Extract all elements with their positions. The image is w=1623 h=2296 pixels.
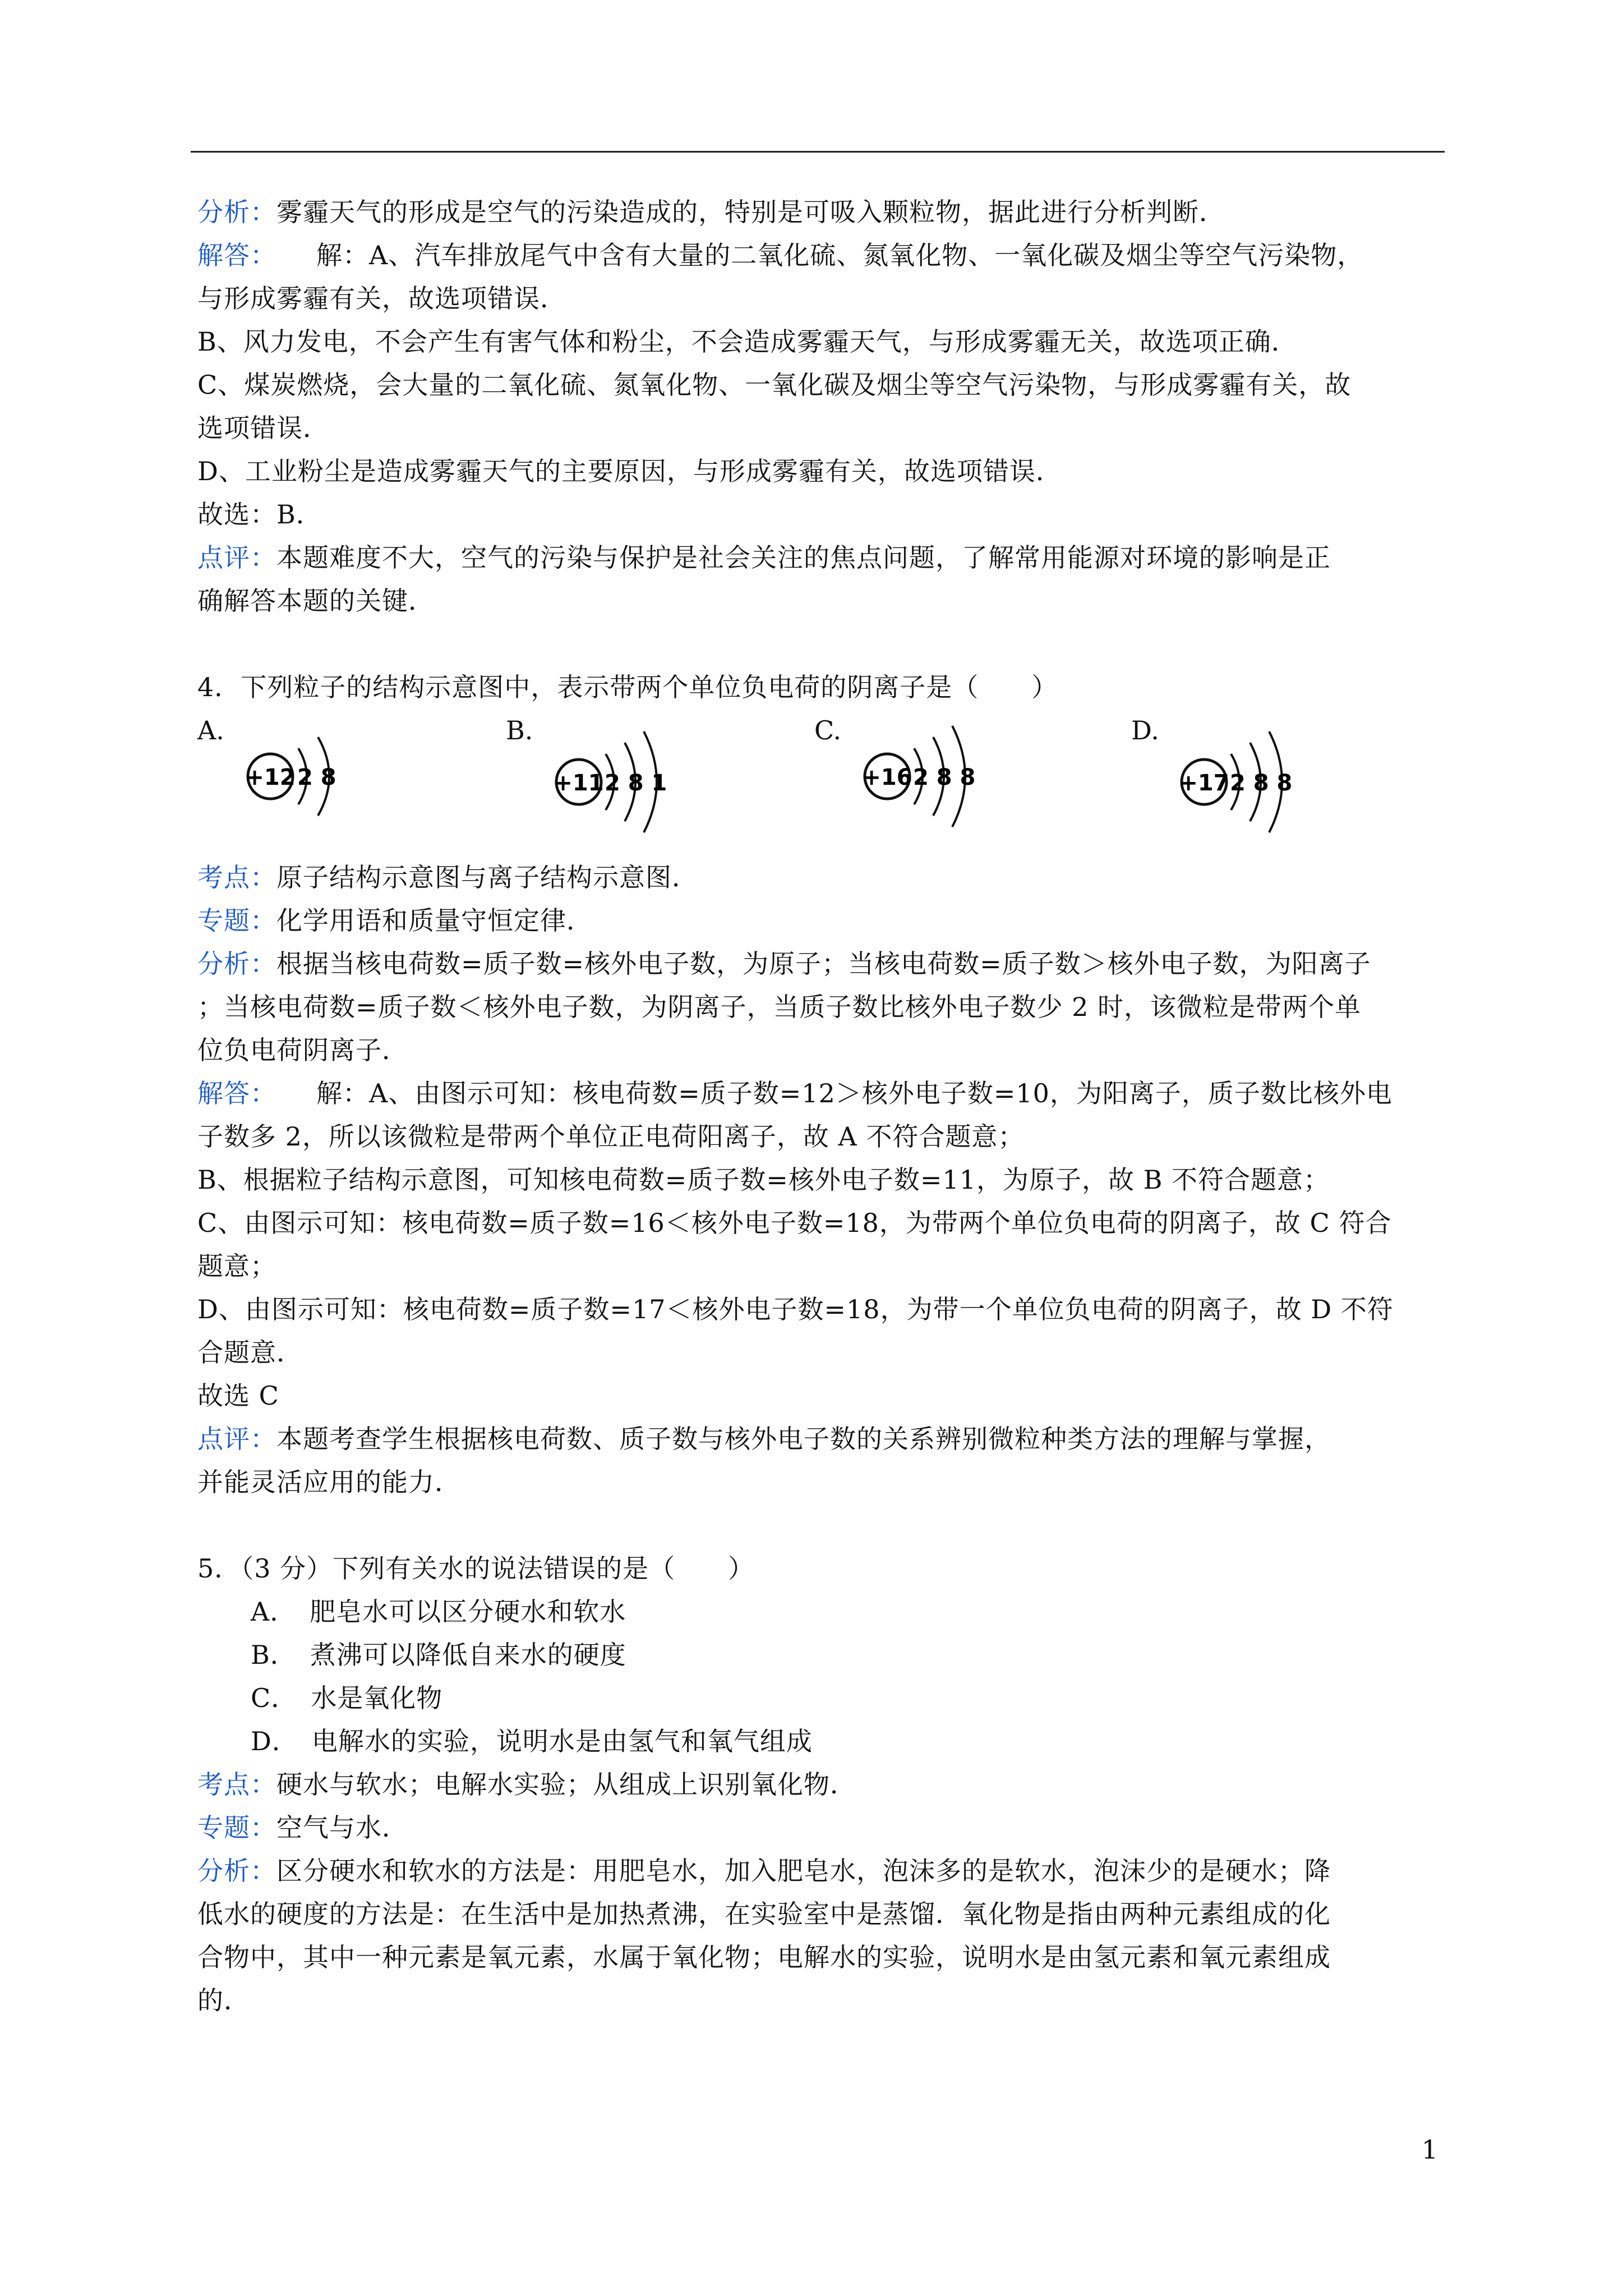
solution-d2: 合题意． — [197, 1337, 303, 1368]
option-letter: B. — [506, 715, 533, 746]
solution-d: D、工业粉尘是造成雾霾天气的主要原因，与形成雾霾有关，故选项错误． — [197, 456, 1062, 486]
electron-shells: 2 8 8 — [1230, 770, 1293, 796]
solution-text: 解：A、由图示可知：核电荷数=质子数=12＞核外电子数=10，为阳离子，质子数比核外电 — [264, 1078, 1393, 1108]
analysis-cont: ；当核电荷数=质子数＜核外电子数，为阴离子，当质子数比核外电子数少 2 时，该微粒是带两个单 — [197, 992, 1362, 1022]
solution-c2: 选项错误． — [197, 413, 329, 443]
solution-label: 解答： — [197, 240, 264, 270]
option-b-diagram — [506, 709, 809, 844]
topic-text: 空气与水． — [276, 1812, 408, 1843]
solution-b: B、根据粒子结构示意图，可知核电荷数=质子数=核外电子数=11，为原子，故 B 不符合题意； — [197, 1165, 1330, 1195]
question-4-stem: 4．下列粒子的结构示意图中，表示带两个单位负电荷的阴离子是（ ） — [197, 672, 1058, 702]
electron-shells: 2 8 — [297, 765, 336, 790]
solution-label: 解答： — [197, 1078, 264, 1108]
kaodian-line — [197, 1763, 1448, 1806]
analysis-label: 分析： — [197, 1856, 276, 1886]
solution-cont: 子数多 2，所以该微粒是带两个单位正电荷阳离子，故 A 不符合题意； — [197, 1121, 1025, 1152]
solution-line — [197, 234, 1448, 277]
analysis-text: 区分硬水和软水的方法是：用肥皂水，加入肥皂水，泡沫多的是软水，泡沫少的是硬水；降 — [276, 1856, 1331, 1886]
analysis-text: 根据当核电荷数=质子数=核外电子数，为原子；当核电荷数=质子数＞核外电子数，为阳离子 — [276, 949, 1371, 979]
atom-structure-diagram — [1165, 715, 1344, 838]
option-letter: C. — [814, 715, 842, 746]
kaodian-text: 硬水与软水；电解水实验；从组成上识别氧化物． — [276, 1769, 856, 1800]
analysis-cont: 低水的硬度的方法是：在生活中是加热煮沸，在实验室中是蒸馏．氧化物是指由两种元素组成的化 — [197, 1899, 1331, 1929]
question-5-stem: 5．（3 分）下列有关水的说法错误的是（ ） — [197, 1553, 755, 1584]
atom-structure-diagram — [231, 715, 399, 838]
solution-text: 解：A、汽车排放尾气中含有大量的二氧化硫、氮氧化物、一氧化碳及烟尘等空气污染物， — [264, 240, 1364, 270]
comment-cont: 确解答本题的关键． — [197, 586, 435, 616]
analysis-cont: 位负电荷阴离子． — [197, 1035, 408, 1065]
question-5-option-b: B． 煮沸可以降低自来水的硬度 — [251, 1640, 626, 1670]
nucleus-charge: +12 — [245, 765, 296, 790]
solution-cont: 与形成雾霾有关，故选项错误． — [197, 283, 566, 314]
solution-d1: D、由图示可知：核电荷数=质子数=17＜核外电子数=18，为带一个单位负电荷的阴离子，故 D 不符 — [197, 1294, 1394, 1324]
option-c-diagram — [814, 709, 1117, 844]
topic-text: 化学用语和质量守恒定律． — [276, 905, 593, 936]
answer-line: 故选 C — [197, 1381, 279, 1411]
option-a-diagram — [197, 709, 500, 844]
comment-label: 点评： — [197, 542, 276, 573]
solution-c1: C、煤炭燃烧，会大量的二氧化硫、氮氧化物、一氧化碳及烟尘等空气污染物，与形成雾霾有关，故 — [197, 370, 1352, 400]
comment-text: 本题难度不大，空气的污染与保护是社会关注的焦点问题，了解常用能源对环境的影响是正 — [276, 542, 1331, 573]
kaodian-line — [197, 856, 1448, 899]
kaodian-text: 原子结构示意图与离子结构示意图． — [276, 862, 698, 892]
option-letter: D. — [1131, 715, 1159, 746]
solution-c1: C、由图示可知：核电荷数=质子数=16＜核外电子数=18，为带两个单位负电荷的阴离子，故 C 符合 — [197, 1208, 1392, 1238]
comment-text: 本题考查学生根据核电荷数、质子数与核外电子数的关系辨别微粒种类方法的理解与掌握， — [276, 1424, 1331, 1454]
analysis-line — [197, 191, 1448, 234]
solution-line — [197, 1072, 1448, 1115]
question-5-option-d: D． 电解水的实验，说明水是由氢气和氧气组成 — [251, 1726, 813, 1756]
topic-label: 专题： — [197, 1812, 276, 1843]
analysis-line — [197, 1849, 1448, 1893]
option-letter: A. — [197, 715, 224, 746]
topic-line — [197, 899, 1448, 942]
analysis-label: 分析： — [197, 949, 276, 979]
question-5-option-c: C． 水是氧化物 — [251, 1683, 443, 1713]
atom-structure-diagram — [540, 715, 719, 838]
header-rule — [191, 151, 1445, 153]
solution-b: B、风力发电，不会产生有害气体和粉尘，不会造成雾霾天气，与形成雾霾无关，故选项正确． — [197, 326, 1298, 357]
analysis-line — [197, 942, 1448, 986]
analysis-label: 分析： — [197, 197, 276, 227]
option-d-diagram — [1131, 709, 1434, 844]
topic-line — [197, 1806, 1448, 1849]
comment-label: 点评： — [197, 1424, 276, 1454]
nucleus-charge: +16 — [862, 765, 912, 790]
comment-cont: 并能灵活应用的能力． — [197, 1467, 461, 1497]
comment-line — [197, 1418, 1448, 1461]
electron-shells: 2 8 1 — [605, 770, 667, 796]
atom-structure-diagram — [848, 715, 1027, 838]
question-5-option-a: A． 肥皂水可以区分硬水和软水 — [251, 1596, 626, 1627]
analysis-cont: 的． — [197, 1985, 250, 2016]
electron-shells: 2 8 8 — [913, 765, 976, 790]
comment-line — [197, 536, 1448, 579]
analysis-text: 雾霾天气的形成是空气的污染造成的，特别是可吸入颗粒物，据此进行分析判断． — [276, 197, 1225, 227]
nucleus-charge: +11 — [554, 770, 604, 796]
nucleus-charge: +17 — [1179, 770, 1229, 796]
page-content — [197, 191, 1448, 2022]
topic-label: 专题： — [197, 905, 276, 936]
question-4-options — [197, 709, 1448, 844]
kaodian-label: 考点： — [197, 1769, 276, 1800]
solution-c2: 题意； — [197, 1251, 276, 1281]
page-number: 1 — [1421, 2134, 1438, 2165]
answer-line: 故选：B． — [197, 499, 322, 530]
analysis-cont: 合物中，其中一种元素是氧元素，水属于氧化物；电解水的实验，说明水是由氢元素和氧元素组成 — [197, 1942, 1331, 1972]
kaodian-label: 考点： — [197, 862, 276, 892]
